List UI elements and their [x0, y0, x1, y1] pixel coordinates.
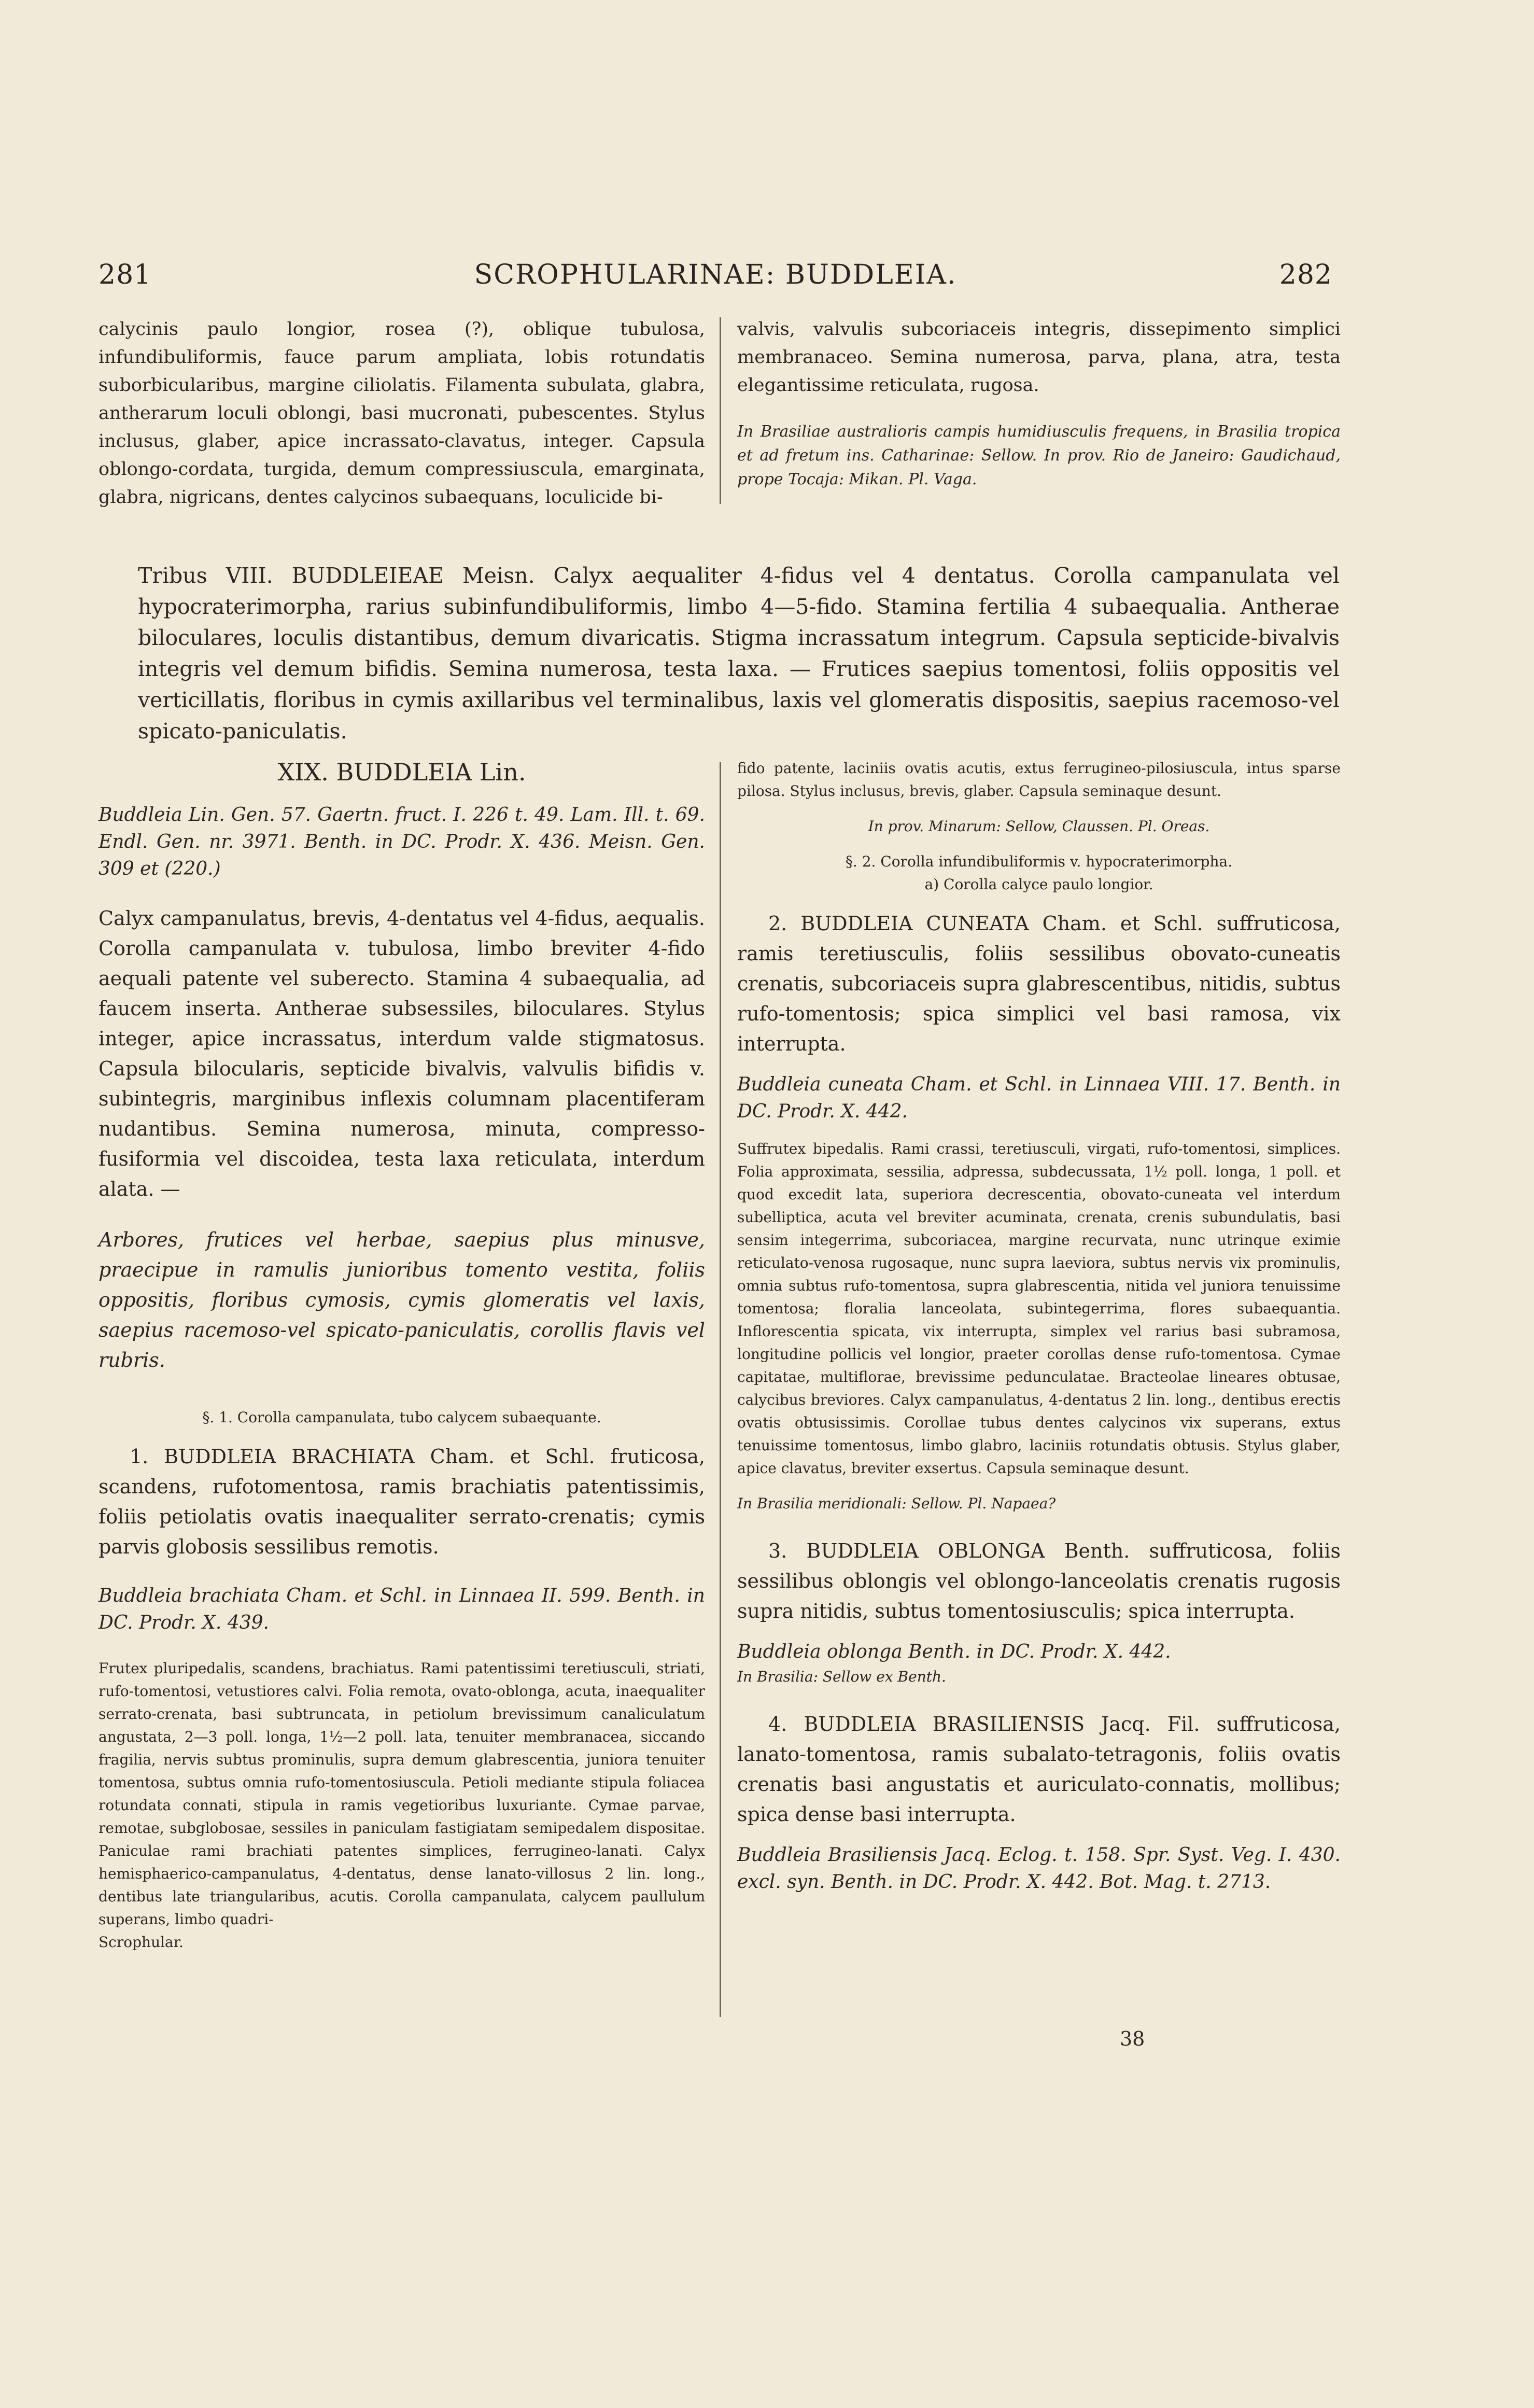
- top-left-column: [98, 315, 705, 511]
- genus-habit: Arbores, frutices vel herbae, saepius plus minusve, praecipue in ramulis junioribus tomento vestita, foliis oppositis, floribus cymosis, cymis glomeratis vel laxis, saepius racemoso-vel spicato-paniculatis, corollis flavis vel rubris.: [98, 1228, 705, 1371]
- genus-title: XIX. BUDDLEIA Lin.: [277, 758, 526, 786]
- column-divider-lower: [720, 762, 721, 2017]
- top-right-habitat: In Brasiliae australioris campis humidiusculis frequens, in Brasilia tropica et ad fretum ins. Catharinae: Sellow. In prov. Rio de Janeiro: Gaudichaud, prope Tocaja: Mikan. Pl. Vaga.: [737, 423, 1341, 488]
- section-1-heading: §. 1. Corolla campanulata, tubo calycem subaequante.: [202, 1409, 601, 1426]
- species-1-reference: Buddleia brachiata Cham. et Schl. in Linnaea II. 599. Benth. in DC. Prodr. X. 439.: [98, 1585, 705, 1633]
- continued-description: fido patente, laciniis ovatis acutis, extus ferrugineo-pilosiuscula, intus sparse pilosa. Stylus inclusus, brevis, glaber. Capsula seminaque desunt.: [737, 760, 1341, 800]
- top-left-text: calycinis paulo longior, rosea (?), oblique tubulosa, infundibuliformis, fauce parum ampliata, lobis rotundatis suborbicularibus, margine ciliolatis. Filamenta subulata, glabra, antherarum loculi oblongi, basi mucronati, pubescentes. Stylus inclusus, glaber, apice incrassato-clavatus, integer. Capsula oblongo-cordata, turgida, demum compressiuscula, emarginata, glabra, nigricans, dentes calycinos subaequans, loculicide bi-: [98, 319, 705, 508]
- subsection-a-heading: a) Corolla calyce paulo longior.: [924, 876, 1153, 893]
- species-2-habitat: In Brasilia meridionali: Sellow. Pl. Napaea?: [737, 1495, 1056, 1512]
- species-1-description: Frutex pluripedalis, scandens, brachiatus. Rami patentissimi teretiusculi, striati, rufo-tomentosi, vetustiores calvi. Folia remota, ovato-oblonga, acuta, inaequaliter serrato-crenata, basi subtruncata, in petiolum brevissimum canaliculatum angustata, 2—3 poll. longa, 1½—2 poll. lata, tenuiter membranacea, siccando fragilia, nervis subtus prominulis, supra demum glabrescentia, juniora tenuiter tomentosa, subtus omnia rufo-tomentosiuscula. Petioli mediante stipula foliacea rotundata connati, stipula in ramis vegetioribus luxuriante. Cymae parvae, remotae, subglobosae, sessiles in paniculam fastigiatam semipedalem dispositae. Paniculae rami brachiati patentes simplices, ferrugineo-lanati. Calyx hemisphaerico-campanulatus, 4-dentatus, dense lanato-villosus 2 lin. long., dentibus late triangularibus, acutis. Corolla campanulata, calycem paullulum superans, limbo quadri-: [98, 1660, 705, 1928]
- page-number-left: 281: [98, 259, 152, 290]
- tribus-paragraph: [138, 560, 1340, 747]
- species-1-diagnosis: 1. BUDDLEIA BRACHIATA Cham. et Schl. fruticosa, scandens, rufotomentosa, ramis brachiatis patentissimis, foliis petiolatis ovatis inaequaliter serrato-crenatis; cymis parvis globosis sessilibus remotis.: [98, 1445, 705, 1558]
- species-4-diagnosis: 4. BUDDLEIA BRASILIENSIS Jacq. Fil. suffruticosa, lanato-tomentosa, ramis subalato-tetragonis, foliis ovatis crenatis basi angustatis et auriculato-connatis, mollibus; spica dense basi interrupta.: [737, 1713, 1341, 1826]
- lower-left-column: [98, 757, 705, 1954]
- lower-right-column: [737, 757, 1341, 1896]
- running-title: SCROPHULARINAE: BUDDLEIA.: [474, 259, 957, 290]
- continued-habitat: In prov. Minarum: Sellow, Claussen. Pl. Oreas.: [868, 818, 1210, 835]
- footer-signature: Scrophular.: [98, 1934, 184, 1951]
- species-2-reference: Buddleia cuneata Cham. et Schl. in Linnaea VIII. 17. Benth. in DC. Prodr. X. 442.: [737, 1074, 1341, 1122]
- column-divider-top: [720, 317, 721, 504]
- species-3-diagnosis: 3. BUDDLEIA OBLONGA Benth. suffruticosa, foliis sessilibus oblongis vel oblongo-lanceolatis crenatis rugosis supra nitidis, subtus tomentosiusculis; spica interrupta.: [737, 1539, 1341, 1622]
- genus-description: Calyx campanulatus, brevis, 4-dentatus vel 4-fidus, aequalis. Corolla campanulata v. tubulosa, limbo breviter 4-fido aequali patente vel suberecto. Stamina 4 subaequalia, ad faucem inserta. Antherae subsessiles, biloculares. Stylus integer, apice incrassatus, interdum valde stigmatosus. Capsula bilocularis, septicide bivalvis, valvulis bifidis v. subintegris, marginibus inflexis columnam placentiferam nudantibus. Semina numerosa, minuta, compresso-fusiformia vel discoidea, testa laxa reticulata, interdum alata. —: [98, 907, 705, 1200]
- page-number-right: 282: [1279, 259, 1332, 290]
- species-3-habitat: In Brasilia: Sellow ex Benth.: [737, 1668, 946, 1685]
- species-3-reference: Buddleia oblonga Benth. in DC. Prodr. X. 442.: [737, 1641, 1171, 1662]
- section-2-heading: §. 2. Corolla infundibuliformis v. hypocraterimorpha.: [845, 853, 1233, 870]
- running-head: [98, 259, 1332, 296]
- genus-synonymy: Buddleia Lin. Gen. 57. Gaertn. fruct. I. 226 t. 49. Lam. Ill. t. 69. Endl. Gen. nr. 3971. Benth. in DC. Prodr. X. 436. Meisn. Gen. 309 et (220.): [98, 804, 705, 879]
- species-2-description: Suffrutex bipedalis. Rami crassi, teretiusculi, virgati, rufo-tomentosi, simplices. Folia approximata, sessilia, adpressa, subdecussata, 1½ poll. longa, 1 poll. et quod excedit lata, superiora decrescentia, obovato-cuneata vel interdum subelliptica, acuta vel breviter acuminata, crenata, crenis subundulatis, basi sensim integerrima, subcoriacea, margine recurvata, nunc utrinque eximie reticulato-venosa rugosaque, nunc supra laeviora, subtus nervis vix prominulis, omnia subtus rufo-tomentosa, supra glabrescentia, nitida vel juniora tenuissime tomentosa; floralia lanceolata, subintegerrima, flores subaequantia. Inflorescentia spicata, vix interrupta, simplex vel rarius basi subramosa, longitudine pollicis vel longior, praeter corollas dense rufo-tomentosa. Cymae capitatae, multiflorae, brevissime pedunculatae. Bracteolae lineares obtusae, calycibus breviores. Calyx campanulatus, 4-dentatus 2 lin. long., dentibus erectis ovatis obtusissimis. Corollae tubus dentes calycinos vix superans, extus tenuissime tomentosus, limbo glabro, laciniis rotundatis obtusis. Stylus glaber, apice clavatus, breviter exsertus. Capsula seminaque desunt.: [737, 1140, 1341, 1477]
- tribus-text: Tribus VIII. BUDDLEIEAE Meisn. Calyx aequaliter 4-fidus vel 4 dentatus. Corolla campanulata vel hypocraterimorpha, rarius subinfundibuliformis, limbo 4—5-fido. Stamina fertilia 4 subaequalia. Antherae biloculares, loculis distantibus, demum divaricatis. Stigma incrassatum integrum. Capsula septicide-bivalvis integris vel demum bifidis. Semina numerosa, testa laxa. — Frutices saepius tomentosi, foliis oppositis vel verticillatis, floribus in cymis axillaribus vel terminalibus, laxis vel glomeratis dispositis, saepius racemoso-vel spicato-paniculatis.: [138, 563, 1340, 744]
- species-4-reference: Buddleia Brasiliensis Jacq. Eclog. t. 158. Spr. Syst. Veg. I. 430. excl. syn. Benth. in DC. Prodr. X. 442. Bot. Mag. t. 2713.: [737, 1844, 1341, 1893]
- species-2-diagnosis: 2. BUDDLEIA CUNEATA Cham. et Schl. suffruticosa, ramis teretiusculis, foliis sessilibus obovato-cuneatis crenatis, subcoriaceis supra glabrescentibus, nitidis, subtus rufo-tomentosis; spica simplici vel basi ramosa, vix interrupta.: [737, 912, 1341, 1055]
- top-right-column: [737, 315, 1341, 492]
- gathering-signature: 38: [1120, 2027, 1145, 2050]
- top-right-text: valvis, valvulis subcoriaceis integris, dissepimento simplici membranaceo. Semina numerosa, parva, plana, atra, testa elegantissime reticulata, rugosa.: [737, 319, 1341, 396]
